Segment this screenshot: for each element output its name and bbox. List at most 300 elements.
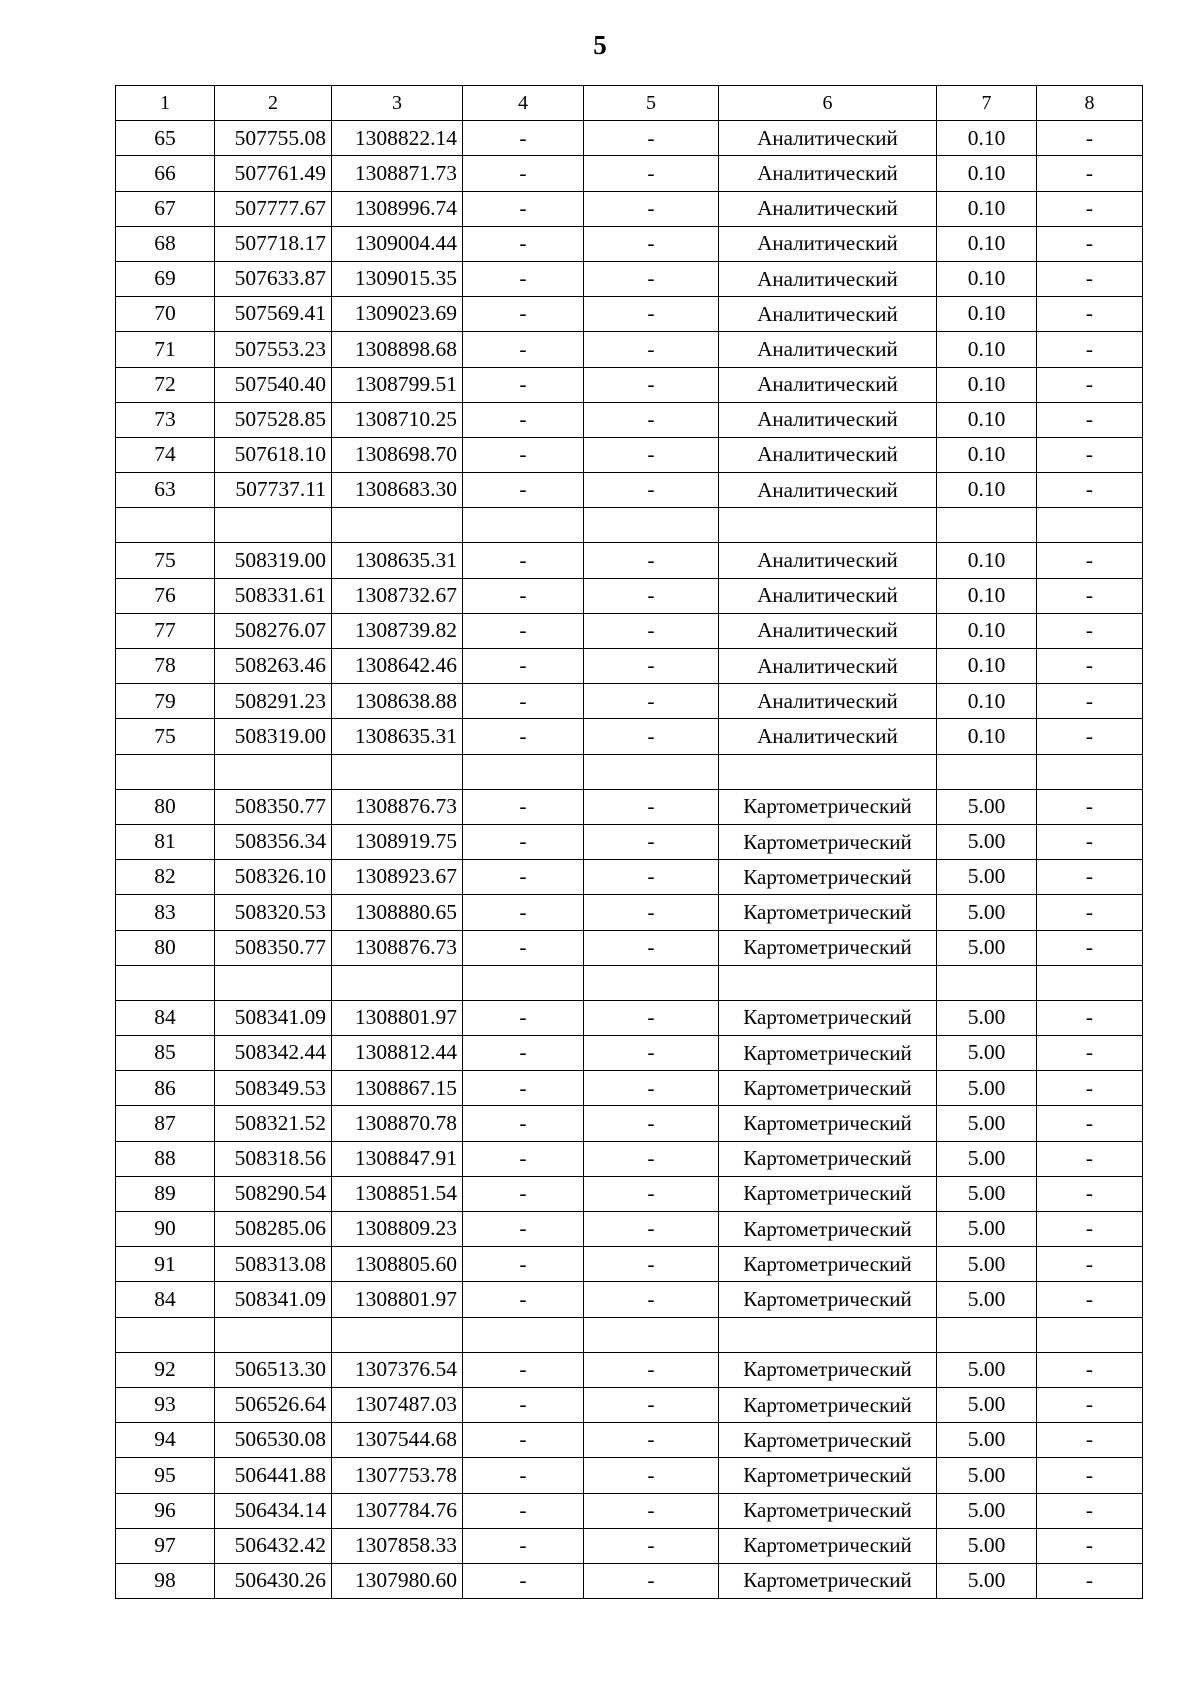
cell-col-5: -	[584, 649, 719, 684]
table-row	[116, 930, 1143, 965]
cell-col-8: -	[1037, 649, 1143, 684]
table-row	[116, 1493, 1143, 1528]
table-row	[116, 860, 1143, 895]
cell-accuracy: 5.00	[937, 1212, 1037, 1247]
cell-method: Картометрический	[719, 1352, 937, 1387]
cell-col-5: -	[584, 402, 719, 437]
cell-x-coordinate: 507528.85	[215, 402, 332, 437]
table-row	[116, 191, 1143, 226]
cell-accuracy: 5.00	[937, 1493, 1037, 1528]
cell-col-8: -	[1037, 824, 1143, 859]
cell-col-8: -	[1037, 1212, 1143, 1247]
cell-x-coordinate: 508321.52	[215, 1106, 332, 1141]
cell-col-4: -	[463, 824, 584, 859]
cell-col-4: -	[463, 191, 584, 226]
cell-y-coordinate	[332, 754, 463, 789]
cell-col-4: -	[463, 121, 584, 156]
cell-x-coordinate: 507569.41	[215, 297, 332, 332]
cell-y-coordinate	[332, 965, 463, 1000]
cell-accuracy: 0.10	[937, 719, 1037, 754]
cell-x-coordinate: 508350.77	[215, 930, 332, 965]
cell-col-8	[1037, 508, 1143, 543]
cell-method: Картометрический	[719, 930, 937, 965]
cell-col-4: -	[463, 930, 584, 965]
cell-x-coordinate: 508319.00	[215, 719, 332, 754]
cell-method: Картометрический	[719, 1176, 937, 1211]
cell-accuracy: 5.00	[937, 895, 1037, 930]
cell-col-4: -	[463, 1176, 584, 1211]
cell-accuracy: 0.10	[937, 402, 1037, 437]
cell-col-4: -	[463, 473, 584, 508]
cell-point-number: 75	[116, 543, 215, 578]
cell-accuracy: 0.10	[937, 226, 1037, 261]
cell-point-number: 68	[116, 226, 215, 261]
cell-y-coordinate: 1308710.25	[332, 402, 463, 437]
cell-method: Картометрический	[719, 1247, 937, 1282]
cell-col-5: -	[584, 367, 719, 402]
cell-col-4: -	[463, 649, 584, 684]
cell-col-8: -	[1037, 332, 1143, 367]
cell-point-number: 63	[116, 473, 215, 508]
cell-x-coordinate: 506441.88	[215, 1458, 332, 1493]
cell-accuracy: 5.00	[937, 1563, 1037, 1598]
cell-point-number: 65	[116, 121, 215, 156]
cell-col-4: -	[463, 402, 584, 437]
cell-point-number: 69	[116, 261, 215, 296]
cell-point-number: 80	[116, 930, 215, 965]
cell-y-coordinate: 1307753.78	[332, 1458, 463, 1493]
cell-col-4: -	[463, 1000, 584, 1035]
cell-point-number: 86	[116, 1071, 215, 1106]
coordinates-table	[115, 85, 1143, 1599]
cell-accuracy: 5.00	[937, 1141, 1037, 1176]
cell-x-coordinate: 506513.30	[215, 1352, 332, 1387]
table-row	[116, 1528, 1143, 1563]
table-row	[116, 824, 1143, 859]
cell-accuracy: 5.00	[937, 1352, 1037, 1387]
cell-method: Картометрический	[719, 1528, 937, 1563]
cell-col-8: -	[1037, 895, 1143, 930]
cell-point-number	[116, 508, 215, 543]
cell-col-5: -	[584, 156, 719, 191]
cell-accuracy: 0.10	[937, 473, 1037, 508]
cell-col-4: -	[463, 860, 584, 895]
cell-col-4: -	[463, 1212, 584, 1247]
cell-y-coordinate: 1307980.60	[332, 1563, 463, 1598]
table-row	[116, 719, 1143, 754]
table-separator-row	[116, 1317, 1143, 1352]
cell-col-8	[1037, 1317, 1143, 1352]
cell-accuracy: 0.10	[937, 578, 1037, 613]
cell-y-coordinate: 1308809.23	[332, 1212, 463, 1247]
cell-method: Картометрический	[719, 824, 937, 859]
cell-accuracy	[937, 1317, 1037, 1352]
cell-col-5: -	[584, 191, 719, 226]
cell-x-coordinate: 508326.10	[215, 860, 332, 895]
cell-method: Картометрический	[719, 1212, 937, 1247]
cell-y-coordinate: 1308635.31	[332, 543, 463, 578]
cell-col-4: -	[463, 895, 584, 930]
cell-accuracy: 0.10	[937, 649, 1037, 684]
cell-accuracy: 5.00	[937, 1423, 1037, 1458]
cell-point-number: 73	[116, 402, 215, 437]
cell-method: Аналитический	[719, 332, 937, 367]
cell-method: Аналитический	[719, 473, 937, 508]
cell-x-coordinate: 507755.08	[215, 121, 332, 156]
cell-accuracy	[937, 508, 1037, 543]
cell-method: Аналитический	[719, 402, 937, 437]
cell-col-8	[1037, 965, 1143, 1000]
cell-y-coordinate: 1308876.73	[332, 789, 463, 824]
cell-x-coordinate	[215, 508, 332, 543]
cell-method: Аналитический	[719, 719, 937, 754]
cell-method: Картометрический	[719, 1458, 937, 1493]
cell-col-4: -	[463, 437, 584, 472]
cell-col-8: -	[1037, 1458, 1143, 1493]
cell-col-4	[463, 1317, 584, 1352]
column-header-3: 3	[332, 86, 463, 121]
cell-point-number: 95	[116, 1458, 215, 1493]
cell-x-coordinate: 508341.09	[215, 1000, 332, 1035]
cell-col-8: -	[1037, 156, 1143, 191]
cell-y-coordinate: 1308923.67	[332, 860, 463, 895]
cell-y-coordinate: 1308799.51	[332, 367, 463, 402]
cell-col-5	[584, 754, 719, 789]
cell-accuracy: 0.10	[937, 261, 1037, 296]
cell-y-coordinate: 1308996.74	[332, 191, 463, 226]
cell-col-8: -	[1037, 1106, 1143, 1141]
cell-method: Аналитический	[719, 437, 937, 472]
cell-col-5: -	[584, 226, 719, 261]
cell-col-8: -	[1037, 1282, 1143, 1317]
cell-y-coordinate: 1308851.54	[332, 1176, 463, 1211]
cell-x-coordinate: 508318.56	[215, 1141, 332, 1176]
cell-accuracy: 5.00	[937, 824, 1037, 859]
cell-col-4: -	[463, 543, 584, 578]
cell-accuracy: 5.00	[937, 1036, 1037, 1071]
cell-method: Аналитический	[719, 649, 937, 684]
cell-x-coordinate: 507633.87	[215, 261, 332, 296]
cell-col-4: -	[463, 1071, 584, 1106]
cell-point-number: 74	[116, 437, 215, 472]
table-row	[116, 1352, 1143, 1387]
cell-col-8: -	[1037, 684, 1143, 719]
table-row	[116, 1176, 1143, 1211]
cell-point-number: 79	[116, 684, 215, 719]
cell-accuracy: 5.00	[937, 1458, 1037, 1493]
cell-col-8: -	[1037, 1528, 1143, 1563]
cell-x-coordinate: 508350.77	[215, 789, 332, 824]
table-row	[116, 226, 1143, 261]
cell-col-5: -	[584, 1000, 719, 1035]
column-header-2: 2	[215, 86, 332, 121]
cell-col-8: -	[1037, 543, 1143, 578]
cell-y-coordinate: 1308732.67	[332, 578, 463, 613]
cell-col-5: -	[584, 860, 719, 895]
cell-x-coordinate: 508313.08	[215, 1247, 332, 1282]
cell-col-4	[463, 508, 584, 543]
cell-method: Картометрический	[719, 1071, 937, 1106]
cell-y-coordinate: 1308698.70	[332, 437, 463, 472]
cell-col-5: -	[584, 930, 719, 965]
cell-col-8: -	[1037, 789, 1143, 824]
cell-point-number: 91	[116, 1247, 215, 1282]
cell-col-4: -	[463, 719, 584, 754]
table-row	[116, 1000, 1143, 1035]
cell-method: Аналитический	[719, 367, 937, 402]
cell-point-number: 87	[116, 1106, 215, 1141]
cell-col-8: -	[1037, 1493, 1143, 1528]
cell-x-coordinate: 508276.07	[215, 613, 332, 648]
page-number: 5	[593, 30, 607, 60]
cell-col-8: -	[1037, 402, 1143, 437]
table-row	[116, 684, 1143, 719]
cell-col-4: -	[463, 332, 584, 367]
cell-col-5	[584, 1317, 719, 1352]
cell-method: Аналитический	[719, 261, 937, 296]
cell-col-4: -	[463, 1352, 584, 1387]
cell-y-coordinate: 1308739.82	[332, 613, 463, 648]
cell-col-5: -	[584, 261, 719, 296]
column-header-5: 5	[584, 86, 719, 121]
cell-col-8	[1037, 754, 1143, 789]
cell-point-number: 97	[116, 1528, 215, 1563]
cell-col-4: -	[463, 789, 584, 824]
cell-method: Картометрический	[719, 860, 937, 895]
cell-x-coordinate: 508349.53	[215, 1071, 332, 1106]
cell-x-coordinate: 508331.61	[215, 578, 332, 613]
cell-point-number: 93	[116, 1387, 215, 1422]
cell-col-8: -	[1037, 1423, 1143, 1458]
cell-col-5: -	[584, 789, 719, 824]
cell-x-coordinate	[215, 1317, 332, 1352]
cell-col-8: -	[1037, 578, 1143, 613]
cell-method	[719, 1317, 937, 1352]
cell-y-coordinate	[332, 1317, 463, 1352]
cell-x-coordinate: 508356.34	[215, 824, 332, 859]
cell-col-5: -	[584, 1458, 719, 1493]
cell-point-number: 88	[116, 1141, 215, 1176]
cell-accuracy	[937, 965, 1037, 1000]
cell-col-4: -	[463, 578, 584, 613]
cell-x-coordinate: 506434.14	[215, 1493, 332, 1528]
cell-method: Аналитический	[719, 191, 937, 226]
cell-accuracy: 0.10	[937, 156, 1037, 191]
cell-y-coordinate: 1307487.03	[332, 1387, 463, 1422]
cell-point-number: 83	[116, 895, 215, 930]
cell-accuracy: 5.00	[937, 1071, 1037, 1106]
cell-y-coordinate: 1307376.54	[332, 1352, 463, 1387]
cell-accuracy	[937, 754, 1037, 789]
cell-point-number: 76	[116, 578, 215, 613]
cell-x-coordinate: 508291.23	[215, 684, 332, 719]
cell-col-5: -	[584, 437, 719, 472]
cell-col-5: -	[584, 719, 719, 754]
cell-point-number: 84	[116, 1282, 215, 1317]
cell-point-number: 89	[116, 1176, 215, 1211]
cell-y-coordinate: 1308919.75	[332, 824, 463, 859]
cell-method: Картометрический	[719, 895, 937, 930]
cell-point-number: 81	[116, 824, 215, 859]
cell-y-coordinate: 1308822.14	[332, 121, 463, 156]
table-row	[116, 789, 1143, 824]
cell-col-8: -	[1037, 719, 1143, 754]
cell-x-coordinate: 508320.53	[215, 895, 332, 930]
cell-point-number: 70	[116, 297, 215, 332]
table-row	[116, 895, 1143, 930]
cell-point-number	[116, 965, 215, 1000]
cell-x-coordinate: 507718.17	[215, 226, 332, 261]
cell-col-5	[584, 508, 719, 543]
column-header-4: 4	[463, 86, 584, 121]
column-header-7: 7	[937, 86, 1037, 121]
cell-col-4: -	[463, 1141, 584, 1176]
cell-y-coordinate: 1308801.97	[332, 1282, 463, 1317]
cell-point-number	[116, 754, 215, 789]
cell-col-5: -	[584, 473, 719, 508]
cell-col-5: -	[584, 121, 719, 156]
cell-y-coordinate: 1308867.15	[332, 1071, 463, 1106]
cell-accuracy: 5.00	[937, 1000, 1037, 1035]
cell-point-number: 82	[116, 860, 215, 895]
table-row	[116, 1036, 1143, 1071]
cell-accuracy: 5.00	[937, 1176, 1037, 1211]
cell-col-8: -	[1037, 226, 1143, 261]
cell-y-coordinate: 1308876.73	[332, 930, 463, 965]
table-body	[116, 121, 1143, 1599]
table-row	[116, 1423, 1143, 1458]
table-row	[116, 543, 1143, 578]
cell-point-number: 92	[116, 1352, 215, 1387]
cell-y-coordinate: 1308880.65	[332, 895, 463, 930]
table-row	[116, 1563, 1143, 1598]
cell-y-coordinate: 1307784.76	[332, 1493, 463, 1528]
cell-method: Аналитический	[719, 297, 937, 332]
cell-method	[719, 508, 937, 543]
cell-col-4	[463, 754, 584, 789]
table-separator-row	[116, 754, 1143, 789]
cell-accuracy: 5.00	[937, 1106, 1037, 1141]
cell-y-coordinate: 1308812.44	[332, 1036, 463, 1071]
table-row	[116, 261, 1143, 296]
cell-col-8: -	[1037, 930, 1143, 965]
table-row	[116, 1106, 1143, 1141]
cell-col-5: -	[584, 543, 719, 578]
cell-col-4: -	[463, 367, 584, 402]
table-row	[116, 1212, 1143, 1247]
cell-col-5: -	[584, 1352, 719, 1387]
cell-accuracy: 0.10	[937, 437, 1037, 472]
cell-col-4	[463, 965, 584, 1000]
cell-col-4: -	[463, 1493, 584, 1528]
table-row	[116, 156, 1143, 191]
table-row	[116, 437, 1143, 472]
cell-method: Картометрический	[719, 1036, 937, 1071]
cell-x-coordinate: 508263.46	[215, 649, 332, 684]
cell-col-8: -	[1037, 191, 1143, 226]
cell-method	[719, 965, 937, 1000]
cell-col-5: -	[584, 1212, 719, 1247]
cell-accuracy: 0.10	[937, 297, 1037, 332]
cell-col-4: -	[463, 1387, 584, 1422]
cell-col-8: -	[1037, 613, 1143, 648]
cell-y-coordinate: 1307544.68	[332, 1423, 463, 1458]
cell-accuracy: 5.00	[937, 930, 1037, 965]
table-row	[116, 1141, 1143, 1176]
cell-x-coordinate	[215, 965, 332, 1000]
cell-accuracy: 0.10	[937, 367, 1037, 402]
cell-col-8: -	[1037, 437, 1143, 472]
table-row	[116, 121, 1143, 156]
cell-point-number	[116, 1317, 215, 1352]
cell-y-coordinate: 1309004.44	[332, 226, 463, 261]
cell-point-number: 72	[116, 367, 215, 402]
cell-y-coordinate	[332, 508, 463, 543]
cell-col-4: -	[463, 156, 584, 191]
cell-col-8: -	[1037, 473, 1143, 508]
cell-col-5: -	[584, 1036, 719, 1071]
cell-method: Картометрический	[719, 1000, 937, 1035]
table-header-row	[116, 86, 1143, 121]
cell-accuracy: 5.00	[937, 789, 1037, 824]
cell-y-coordinate: 1308635.31	[332, 719, 463, 754]
cell-col-5	[584, 965, 719, 1000]
table-row	[116, 613, 1143, 648]
cell-x-coordinate: 506430.26	[215, 1563, 332, 1598]
table-row	[116, 473, 1143, 508]
table-separator-row	[116, 508, 1143, 543]
cell-method: Аналитический	[719, 121, 937, 156]
cell-method	[719, 754, 937, 789]
table-row	[116, 1458, 1143, 1493]
cell-accuracy: 0.10	[937, 543, 1037, 578]
column-header-6: 6	[719, 86, 937, 121]
table-row	[116, 367, 1143, 402]
cell-point-number: 71	[116, 332, 215, 367]
cell-method: Аналитический	[719, 613, 937, 648]
cell-col-5: -	[584, 1141, 719, 1176]
cell-col-8: -	[1037, 297, 1143, 332]
cell-col-5: -	[584, 824, 719, 859]
cell-col-4: -	[463, 1106, 584, 1141]
cell-accuracy: 0.10	[937, 191, 1037, 226]
cell-accuracy: 0.10	[937, 121, 1037, 156]
cell-point-number: 78	[116, 649, 215, 684]
cell-col-5: -	[584, 297, 719, 332]
cell-col-5: -	[584, 1106, 719, 1141]
cell-col-4: -	[463, 613, 584, 648]
cell-point-number: 84	[116, 1000, 215, 1035]
cell-col-8: -	[1037, 1141, 1143, 1176]
column-header-1: 1	[116, 86, 215, 121]
cell-col-4: -	[463, 684, 584, 719]
cell-x-coordinate: 508342.44	[215, 1036, 332, 1071]
table-row	[116, 332, 1143, 367]
column-header-8: 8	[1037, 86, 1143, 121]
cell-col-4: -	[463, 226, 584, 261]
cell-col-5: -	[584, 1176, 719, 1211]
cell-method: Картометрический	[719, 1563, 937, 1598]
cell-point-number: 98	[116, 1563, 215, 1598]
cell-col-8: -	[1037, 1036, 1143, 1071]
cell-col-4: -	[463, 1282, 584, 1317]
cell-x-coordinate: 506432.42	[215, 1528, 332, 1563]
cell-x-coordinate: 507737.11	[215, 473, 332, 508]
cell-x-coordinate: 506526.64	[215, 1387, 332, 1422]
cell-y-coordinate: 1308805.60	[332, 1247, 463, 1282]
cell-x-coordinate: 507553.23	[215, 332, 332, 367]
cell-col-8: -	[1037, 860, 1143, 895]
